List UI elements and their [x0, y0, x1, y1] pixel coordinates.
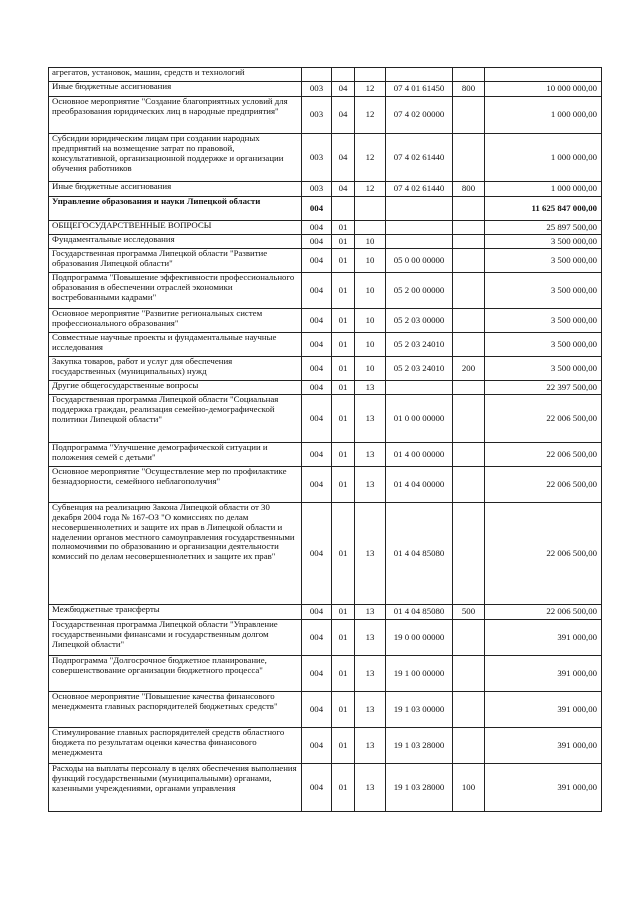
target-article-cell: 01 4 04 00000 — [386, 467, 453, 503]
subsection-code-cell: 13 — [355, 728, 386, 764]
admin-code-cell: 004 — [302, 221, 332, 235]
table-row — [49, 620, 602, 656]
expense-type-cell: 800 — [453, 182, 485, 197]
section-code-cell: 01 — [332, 443, 355, 467]
admin-code-cell: 004 — [302, 273, 332, 309]
subsection-code-cell: 10 — [355, 333, 386, 357]
target-article-cell: 19 0 00 00000 — [386, 620, 453, 656]
expense-type-cell — [453, 381, 485, 395]
table-row — [49, 395, 602, 443]
table-row — [49, 221, 602, 235]
row-name-cell: Государственная программа Липецкой области "Развитие образования Липецкой области" — [49, 249, 302, 273]
amount-cell: 22 006 500,00 — [485, 395, 602, 443]
subsection-code-cell — [355, 197, 386, 221]
row-name-cell: Фундаментальные исследования — [49, 235, 302, 249]
subsection-code-cell: 13 — [355, 503, 386, 605]
subsection-code-cell: 13 — [355, 764, 386, 812]
table-row — [49, 503, 602, 605]
expense-type-cell — [453, 197, 485, 221]
row-name-cell: Основное мероприятие "Повышение качества финансового менеджмента главных распорядителей бюджетных средств" — [49, 692, 302, 728]
section-code-cell: 01 — [332, 249, 355, 273]
expense-type-cell — [453, 443, 485, 467]
row-name-cell: агрегатов, установок, машин, средств и технологий — [49, 68, 302, 82]
subsection-code-cell — [355, 221, 386, 235]
admin-code-cell: 004 — [302, 249, 332, 273]
table-row — [49, 333, 602, 357]
row-name-cell: Иные бюджетные ассигнования — [49, 82, 302, 97]
expense-type-cell: 800 — [453, 82, 485, 97]
admin-code-cell: 003 — [302, 82, 332, 97]
row-name-cell: Межбюджетные трансферты — [49, 605, 302, 620]
admin-code-cell: 004 — [302, 333, 332, 357]
table-row — [49, 381, 602, 395]
budget-document-page — [48, 67, 601, 812]
section-code-cell: 04 — [332, 82, 355, 97]
admin-code-cell: 004 — [302, 467, 332, 503]
section-code-cell: 01 — [332, 273, 355, 309]
row-name-cell: Основное мероприятие "Развитие региональных систем профессионального образования" — [49, 309, 302, 333]
amount-cell — [485, 68, 602, 82]
target-article-cell: 05 2 03 24010 — [386, 333, 453, 357]
table-row — [49, 309, 602, 333]
admin-code-cell: 003 — [302, 97, 332, 134]
target-article-cell — [386, 381, 453, 395]
target-article-cell: 19 1 03 28000 — [386, 764, 453, 812]
admin-code-cell: 004 — [302, 503, 332, 605]
section-code-cell: 01 — [332, 357, 355, 381]
target-article-cell: 19 1 03 00000 — [386, 692, 453, 728]
subsection-code-cell: 12 — [355, 134, 386, 182]
amount-cell: 3 500 000,00 — [485, 235, 602, 249]
row-name-cell: Другие общегосударственные вопросы — [49, 381, 302, 395]
target-article-cell — [386, 68, 453, 82]
row-name-cell: Совместные научные проекты и фундаментальные научные исследования — [49, 333, 302, 357]
admin-code-cell — [302, 68, 332, 82]
subsection-code-cell: 10 — [355, 273, 386, 309]
section-code-cell: 01 — [332, 309, 355, 333]
expense-type-cell — [453, 68, 485, 82]
table-row — [49, 97, 602, 134]
amount-cell: 22 006 500,00 — [485, 467, 602, 503]
section-code-cell: 01 — [332, 221, 355, 235]
row-name-cell: Стимулирование главных распорядителей средств областного бюджета по результатам оценки качества финансового менеджмента — [49, 728, 302, 764]
target-article-cell: 19 1 00 00000 — [386, 656, 453, 692]
admin-code-cell: 004 — [302, 357, 332, 381]
row-name-cell: Основное мероприятие "Осуществление мер по профилактике безнадзорности, семейного неблагополучия" — [49, 467, 302, 503]
amount-cell: 3 500 000,00 — [485, 333, 602, 357]
row-name-cell: Расходы на выплаты персоналу в целях обеспечения выполнения функций государственными (муниципальными) органами, казенными учреждениями, органами управления — [49, 764, 302, 812]
table-row — [49, 467, 602, 503]
row-name-cell: Управление образования и науки Липецкой области — [49, 197, 302, 221]
amount-cell: 391 000,00 — [485, 656, 602, 692]
row-name-cell: Закупка товаров, работ и услуг для обеспечения государственных (муниципальных) нужд — [49, 357, 302, 381]
table-row — [49, 728, 602, 764]
target-article-cell: 19 1 03 28000 — [386, 728, 453, 764]
target-article-cell: 01 4 04 85080 — [386, 503, 453, 605]
target-article-cell: 05 2 03 00000 — [386, 309, 453, 333]
subsection-code-cell: 13 — [355, 381, 386, 395]
expense-type-cell — [453, 503, 485, 605]
section-code-cell: 01 — [332, 728, 355, 764]
amount-cell: 22 006 500,00 — [485, 605, 602, 620]
amount-cell: 25 897 500,00 — [485, 221, 602, 235]
target-article-cell: 07 4 01 61450 — [386, 82, 453, 97]
expense-type-cell — [453, 235, 485, 249]
admin-code-cell: 004 — [302, 381, 332, 395]
subsection-code-cell: 13 — [355, 395, 386, 443]
section-code-cell: 01 — [332, 656, 355, 692]
amount-cell: 3 500 000,00 — [485, 309, 602, 333]
budget-table-body — [49, 68, 602, 812]
section-code-cell: 01 — [332, 467, 355, 503]
target-article-cell: 05 2 03 24010 — [386, 357, 453, 381]
amount-cell: 11 625 847 000,00 — [485, 197, 602, 221]
subsection-code-cell: 13 — [355, 692, 386, 728]
amount-cell: 1 000 000,00 — [485, 134, 602, 182]
expense-type-cell — [453, 221, 485, 235]
section-code-cell: 04 — [332, 97, 355, 134]
section-code-cell — [332, 197, 355, 221]
target-article-cell: 07 4 02 61440 — [386, 134, 453, 182]
target-article-cell — [386, 221, 453, 235]
amount-cell: 1 000 000,00 — [485, 97, 602, 134]
subsection-code-cell: 13 — [355, 467, 386, 503]
section-code-cell: 01 — [332, 503, 355, 605]
row-name-cell: Государственная программа Липецкой области "Социальная поддержка граждан, реализация семейно-демографической политики Липецкой области" — [49, 395, 302, 443]
section-code-cell: 01 — [332, 620, 355, 656]
subsection-code-cell: 10 — [355, 249, 386, 273]
budget-table — [48, 67, 602, 812]
admin-code-cell: 004 — [302, 692, 332, 728]
admin-code-cell: 004 — [302, 443, 332, 467]
section-code-cell — [332, 68, 355, 82]
target-article-cell — [386, 235, 453, 249]
row-name-cell: Основное мероприятие "Создание благоприятных условий для преобразования юридических лиц в народные предприятия" — [49, 97, 302, 134]
table-row — [49, 182, 602, 197]
amount-cell: 3 500 000,00 — [485, 273, 602, 309]
section-code-cell: 01 — [332, 333, 355, 357]
table-row — [49, 605, 602, 620]
subsection-code-cell: 12 — [355, 82, 386, 97]
admin-code-cell: 004 — [302, 235, 332, 249]
admin-code-cell: 004 — [302, 605, 332, 620]
expense-type-cell — [453, 395, 485, 443]
row-name-cell: Государственная программа Липецкой области "Управление государственными финансами и государственным долгом Липецкой области" — [49, 620, 302, 656]
expense-type-cell — [453, 467, 485, 503]
amount-cell: 391 000,00 — [485, 692, 602, 728]
section-code-cell: 01 — [332, 605, 355, 620]
table-row — [49, 357, 602, 381]
target-article-cell: 05 0 00 00000 — [386, 249, 453, 273]
table-row — [49, 235, 602, 249]
admin-code-cell: 004 — [302, 728, 332, 764]
expense-type-cell — [453, 309, 485, 333]
subsection-code-cell: 13 — [355, 620, 386, 656]
expense-type-cell — [453, 134, 485, 182]
row-name-cell: Подпрограмма "Повышение эффективности профессионального образования в обеспечении отраслей экономики востребованными кадрами" — [49, 273, 302, 309]
subsection-code-cell: 12 — [355, 97, 386, 134]
table-row — [49, 656, 602, 692]
admin-code-cell: 003 — [302, 182, 332, 197]
amount-cell: 22 006 500,00 — [485, 443, 602, 467]
table-row — [49, 764, 602, 812]
section-code-cell: 01 — [332, 395, 355, 443]
subsection-code-cell: 10 — [355, 309, 386, 333]
target-article-cell: 01 4 04 85080 — [386, 605, 453, 620]
amount-cell: 10 000 000,00 — [485, 82, 602, 97]
row-name-cell: Подпрограмма "Улучшение демографической ситуации и положения семей с детьми" — [49, 443, 302, 467]
expense-type-cell: 500 — [453, 605, 485, 620]
expense-type-cell — [453, 620, 485, 656]
table-row — [49, 82, 602, 97]
expense-type-cell: 100 — [453, 764, 485, 812]
section-code-cell: 01 — [332, 764, 355, 812]
amount-cell: 1 000 000,00 — [485, 182, 602, 197]
expense-type-cell — [453, 656, 485, 692]
table-row — [49, 692, 602, 728]
admin-code-cell: 004 — [302, 620, 332, 656]
subsection-code-cell — [355, 68, 386, 82]
amount-cell: 22 397 500,00 — [485, 381, 602, 395]
subsection-code-cell: 13 — [355, 656, 386, 692]
amount-cell: 3 500 000,00 — [485, 357, 602, 381]
subsection-code-cell: 10 — [355, 235, 386, 249]
table-row — [49, 197, 602, 221]
section-code-cell: 01 — [332, 235, 355, 249]
row-name-cell: Субвенция на реализацию Закона Липецкой области от 30 декабря 2004 года № 167-ОЗ "О комиссиях по делам несовершеннолетних и защите их прав в Липецкой области и наделении органов местного самоуправления государственными полномочиями по образованию и организации деятельности комиссий по делам несовершеннолетних и защите их прав" — [49, 503, 302, 605]
admin-code-cell: 004 — [302, 395, 332, 443]
section-code-cell: 04 — [332, 134, 355, 182]
expense-type-cell — [453, 333, 485, 357]
table-row — [49, 68, 602, 82]
admin-code-cell: 004 — [302, 197, 332, 221]
target-article-cell: 01 4 00 00000 — [386, 443, 453, 467]
expense-type-cell — [453, 273, 485, 309]
subsection-code-cell: 13 — [355, 605, 386, 620]
expense-type-cell — [453, 249, 485, 273]
amount-cell: 3 500 000,00 — [485, 249, 602, 273]
subsection-code-cell: 10 — [355, 357, 386, 381]
admin-code-cell: 004 — [302, 309, 332, 333]
section-code-cell: 04 — [332, 182, 355, 197]
expense-type-cell — [453, 97, 485, 134]
amount-cell: 391 000,00 — [485, 620, 602, 656]
admin-code-cell: 004 — [302, 764, 332, 812]
target-article-cell: 07 4 02 61440 — [386, 182, 453, 197]
target-article-cell: 05 2 00 00000 — [386, 273, 453, 309]
admin-code-cell: 004 — [302, 656, 332, 692]
table-row — [49, 273, 602, 309]
subsection-code-cell: 12 — [355, 182, 386, 197]
row-name-cell: Подпрограмма "Долгосрочное бюджетное планирование, совершенствование организации бюджетного процесса" — [49, 656, 302, 692]
admin-code-cell: 003 — [302, 134, 332, 182]
expense-type-cell: 200 — [453, 357, 485, 381]
target-article-cell: 01 0 00 00000 — [386, 395, 453, 443]
table-row — [49, 249, 602, 273]
section-code-cell: 01 — [332, 381, 355, 395]
table-row — [49, 134, 602, 182]
expense-type-cell — [453, 728, 485, 764]
section-code-cell: 01 — [332, 692, 355, 728]
target-article-cell — [386, 197, 453, 221]
row-name-cell: ОБЩЕГОСУДАРСТВЕННЫЕ ВОПРОСЫ — [49, 221, 302, 235]
amount-cell: 22 006 500,00 — [485, 503, 602, 605]
amount-cell: 391 000,00 — [485, 728, 602, 764]
row-name-cell: Субсидии юридическим лицам при создании народных предприятий на возмещение затрат по правовой, консультативной, организационной поддержке и организации обучения работников — [49, 134, 302, 182]
expense-type-cell — [453, 692, 485, 728]
amount-cell: 391 000,00 — [485, 764, 602, 812]
subsection-code-cell: 13 — [355, 443, 386, 467]
target-article-cell: 07 4 02 00000 — [386, 97, 453, 134]
table-row — [49, 443, 602, 467]
row-name-cell: Иные бюджетные ассигнования — [49, 182, 302, 197]
